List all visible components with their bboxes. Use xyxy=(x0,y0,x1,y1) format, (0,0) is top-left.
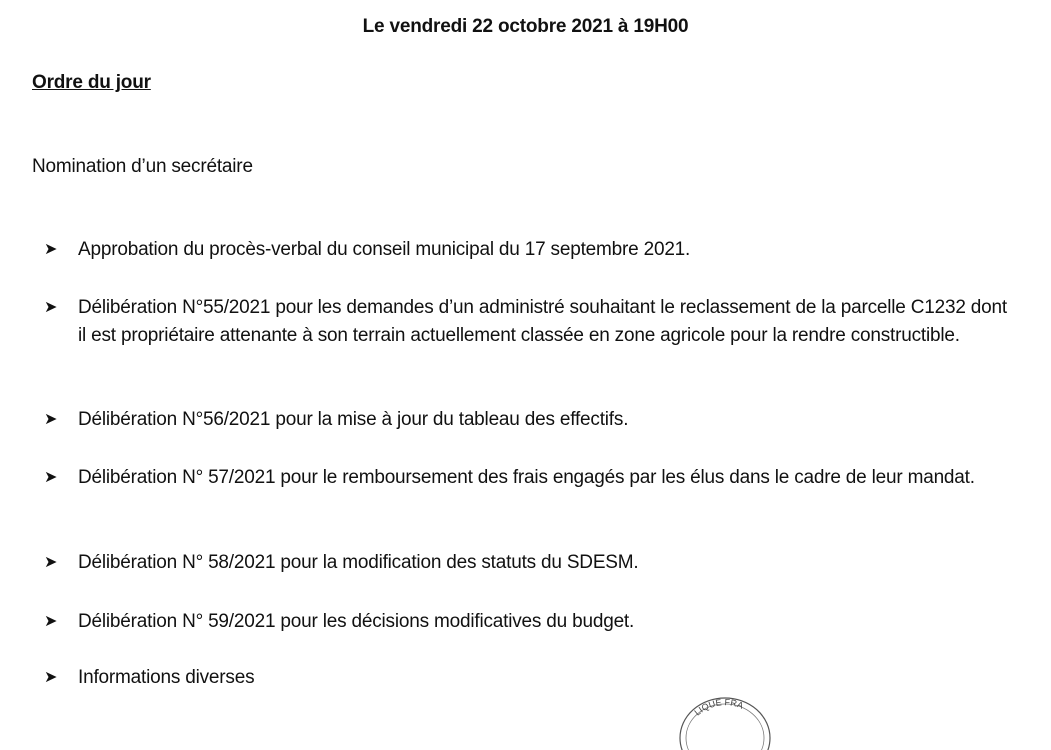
meeting-date: Le vendredi 22 octobre 2021 à 19H00 xyxy=(362,16,689,37)
agenda-item-text: Informations diverses xyxy=(78,667,255,688)
arrow-bullet-icon: ➤ xyxy=(44,613,58,630)
agenda-item xyxy=(44,664,1019,692)
agenda-item-text: Délibération N°55/2021 pour les demandes d’un administré souhaitant le reclassement de la parcelle C1232 dont il est propriétaire attenante à son terrain actuellement classée en zone agricole pour la rendre constructible. xyxy=(78,297,1007,346)
agenda-item-text: Approbation du procès-verbal du conseil municipal du 17 septembre 2021. xyxy=(78,239,691,260)
agenda-item xyxy=(44,464,1019,492)
agenda-item xyxy=(44,549,1019,577)
agenda-heading: Ordre du jour xyxy=(32,72,151,93)
official-stamp xyxy=(670,690,780,750)
arrow-bullet-icon: ➤ xyxy=(44,411,58,428)
agenda-item-text: Délibération N°56/2021 pour la mise à jour du tableau des effectifs. xyxy=(78,409,629,430)
agenda-item-text: Délibération N° 57/2021 pour le remboursement des frais engagés par les élus dans le cadre de leur mandat. xyxy=(78,467,975,488)
secretary-nomination: Nomination d’un secrétaire xyxy=(32,156,253,177)
agenda-item-text: Délibération N° 59/2021 pour les décisions modificatives du budget. xyxy=(78,611,635,632)
arrow-bullet-icon: ➤ xyxy=(44,669,58,686)
agenda-item xyxy=(44,406,1019,434)
agenda-item-text: Délibération N° 58/2021 pour la modification des statuts du SDESM. xyxy=(78,552,639,573)
agenda-item xyxy=(44,608,1019,636)
arrow-bullet-icon: ➤ xyxy=(44,241,58,258)
arrow-bullet-icon: ➤ xyxy=(44,299,58,316)
agenda-item xyxy=(44,236,1019,264)
stamp-text: LIQUE FRA xyxy=(692,697,745,718)
svg-text:LIQUE FRA xyxy=(692,697,744,717)
agenda-item xyxy=(44,294,1019,350)
arrow-bullet-icon: ➤ xyxy=(44,469,58,486)
arrow-bullet-icon: ➤ xyxy=(44,554,58,571)
